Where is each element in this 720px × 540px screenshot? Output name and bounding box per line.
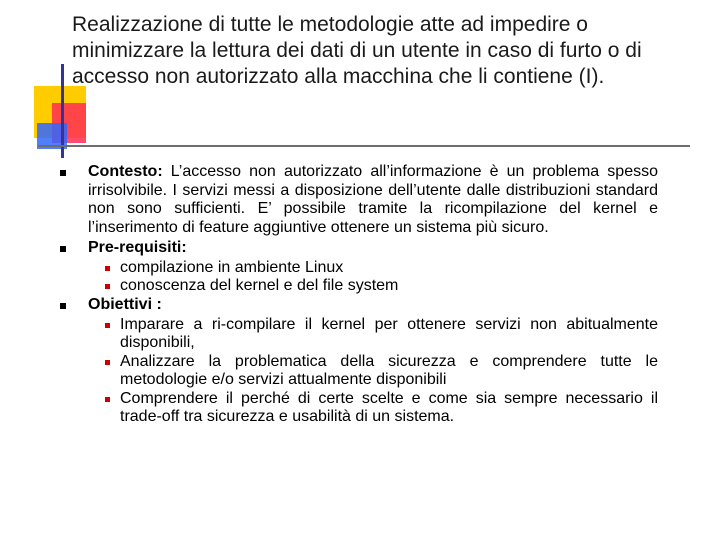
sub-list-item (88, 390, 658, 427)
sub-bullet-icon (105, 266, 110, 271)
sub-item-text: conoscenza del kernel e del file system (120, 277, 399, 294)
list-item-contesto (58, 163, 658, 237)
slide-content (58, 163, 658, 427)
list-item-obiettivi (58, 296, 658, 315)
sub-bullet-icon (105, 323, 110, 328)
decorative-vertical-line (61, 64, 64, 158)
sub-item-text: Imparare a ri-compilare il kernel per ottenere servizi non abitualmente disponibili, (120, 315, 658, 351)
bullet-icon (60, 303, 66, 309)
bullet-icon (60, 170, 66, 176)
item-text: L’accesso non autorizzato all’informazione è un problema spesso irrisolvibile. I servizi messi a disposizione dell’utente dalle distribuzioni standard non sono sufficienti. E’ possibile tramite la ricompilazione del kernel e l’inserimento di feature aggiuntive ottenere un sistema più sicuro. (88, 163, 658, 236)
bullet-icon (60, 246, 66, 252)
sub-list-item (88, 353, 658, 390)
item-label: Obiettivi : (88, 295, 162, 313)
sub-bullet-icon (105, 360, 110, 365)
title-divider-line (38, 145, 690, 147)
sub-item-text: Analizzare la problematica della sicurezza e comprendere tutte le metodologie e/o servizi attualmente disponibili (120, 352, 658, 388)
item-label: Contesto: (88, 163, 163, 180)
list-item-prerequisiti (58, 239, 658, 258)
sub-bullet-icon (105, 284, 110, 289)
sub-bullet-icon (105, 397, 110, 402)
sub-list-item (88, 316, 658, 353)
sub-list-item (88, 277, 658, 296)
sub-item-text: compilazione in ambiente Linux (120, 258, 344, 276)
sub-item-text: Comprendere il perché di certe scelte e come sia sempre necessario il trade-off tra sicurezza e usabilità di un sistema. (120, 389, 658, 425)
item-label: Pre-requisiti: (88, 238, 187, 256)
slide-title: Realizzazione di tutte le metodologie atte ad impedire o minimizzare la lettura dei dati di un utente in caso di furto o di accesso non autorizzato alla macchina che li contiene (I). (72, 13, 642, 88)
sub-list-item (88, 259, 658, 278)
